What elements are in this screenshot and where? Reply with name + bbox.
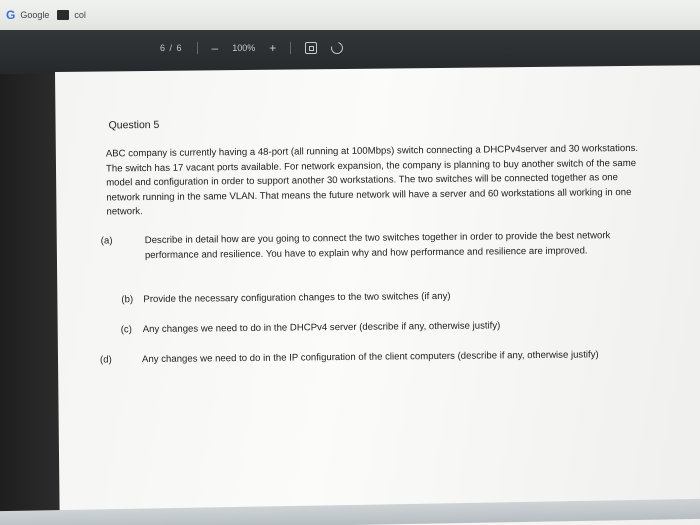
question-part-d xyxy=(99,348,660,368)
toolbar-divider xyxy=(290,42,291,54)
question-intro: ABC company is currently having a 48-port (all running at 100Mbps) switch connecting a DHCPv4server and 30 workstations. The switch has 17 vacant ports available. For network expansion, the company is planning to buy another switch of the same model and configuration in order to support another 30 workstations. The two switches will be connected together as one network running in the same VLAN. That means the future network will have a server and 60 workstations all working in one network. xyxy=(105,142,639,218)
page-indicator: 6 / 6 xyxy=(160,43,183,53)
question-title: Question 5 xyxy=(108,118,160,132)
bookmark-col[interactable] xyxy=(57,10,86,20)
part-text: Describe in detail how are you going to connect the two switches together in order to provide the best network performance and resilience. You have to explain why and how performance and resilience are improved. xyxy=(144,230,611,261)
question-part-a xyxy=(100,229,663,264)
part-label: (b) xyxy=(121,294,134,306)
fit-page-icon[interactable] xyxy=(305,42,317,54)
question-part-b xyxy=(121,288,661,308)
question-part-c xyxy=(121,318,661,338)
bookmark-icon xyxy=(57,10,69,20)
bookmark-label: Google xyxy=(20,10,50,20)
part-text: Any changes we need to do in the IP configuration of the client computers (describe if any, otherwise justify) xyxy=(141,349,599,366)
zoom-level[interactable]: 100% xyxy=(232,43,256,53)
part-label: (a) xyxy=(100,235,113,247)
part-text: Any changes we need to do in the DHCPv4 server (describe if any, otherwise justify) xyxy=(142,320,501,336)
google-icon: G xyxy=(6,8,16,22)
toolbar-divider xyxy=(197,42,198,54)
zoom-in-button[interactable]: + xyxy=(269,41,277,55)
bookmark-label: col xyxy=(74,10,86,20)
part-label: (d) xyxy=(99,354,112,366)
bookmark-google[interactable] xyxy=(6,8,49,22)
zoom-out-button[interactable]: – xyxy=(211,41,219,55)
document-page xyxy=(55,65,700,525)
bookmarks-bar xyxy=(0,0,700,30)
part-text: Provide the necessary configuration changes to the two switches (if any) xyxy=(143,290,451,306)
rotate-icon[interactable] xyxy=(329,40,345,56)
part-label: (c) xyxy=(120,324,132,336)
